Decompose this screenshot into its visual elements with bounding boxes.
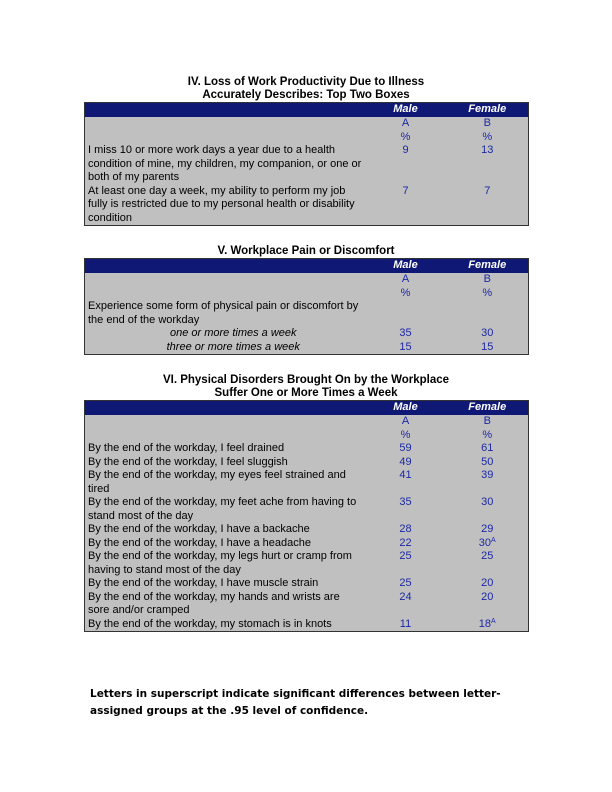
table-row: By the end of the workday, I have muscle strain 25 20 (88, 577, 494, 589)
table-row: By the end of the workday, my legs hurt or cramp from having to stand most of the day 25 25 (88, 550, 494, 576)
female-column-header: Female (447, 401, 529, 416)
intro-row: Experience some form of physical pain or discomfort by the end of the workday (88, 300, 359, 326)
percent-row: % % (400, 286, 493, 299)
male-column-header: Male (365, 401, 447, 416)
table-row: At least one day a week, my ability to perform my job fully is restricted due to my personal health or disability condition 7 7 (88, 184, 491, 224)
female-column-header: Female (447, 103, 529, 118)
female-column-header: Female (447, 259, 529, 274)
table-row: By the end of the workday, I have a backache 28 29 (88, 523, 494, 535)
table-header (85, 259, 529, 274)
footnote: Letters in superscript indicate significant differences between letter-assigned groups at the .95 level of confidence. (90, 688, 501, 717)
section-workplace-pain (84, 245, 528, 355)
table-row: By the end of the workday, my hands and wrists are sore and/or cramped 24 20 (88, 590, 494, 616)
table-row: By the end of the workday, my feet ache from having to stand most of the day 35 30 (88, 496, 494, 522)
table-row: By the end of the workday, I feel drained 59 61 (88, 442, 494, 454)
table-row: three or more times a week 15 15 (166, 340, 494, 353)
percent-row: % % (400, 428, 493, 441)
male-column-header: Male (365, 259, 447, 274)
letter-row: A B (401, 415, 491, 427)
table-row: By the end of the workday, I feel sluggish 49 50 (88, 455, 494, 468)
significance-marker: A (491, 536, 496, 544)
male-column-header: Male (365, 103, 447, 118)
section-physical-disorders (84, 374, 528, 632)
table-row: By the end of the workday, my eyes feel strained and tired 41 39 (88, 469, 494, 495)
percent-row: % % (400, 130, 493, 143)
section-title: IV. Loss of Work Productivity Due to Illness Accurately Describes: Top Two Boxes (187, 76, 425, 101)
table-header (85, 103, 529, 118)
section-title: V. Workplace Pain or Discomfort (217, 245, 395, 257)
pain-table (84, 258, 529, 355)
letter-row: A B (401, 117, 491, 129)
letter-row: A B (401, 273, 491, 285)
section-loss-of-work-productivity (84, 76, 528, 226)
table-row: one or more times a week 35 30 (169, 327, 494, 339)
table-row: I miss 10 or more work days a year due to a health condition of mine, my children, my companion, or one or both of my parents 9 13 (88, 144, 494, 183)
table-row: By the end of the workday, I have a headache 22 $30^A$ (88, 536, 496, 549)
table-row: By the end of the workday, my stomach is in knots 11 $18^A$ (88, 617, 496, 630)
significance-marker: A (491, 617, 496, 625)
disorders-table (84, 400, 529, 632)
section-title: VI. Physical Disorders Brought On by the Workplace Suffer One or More Times a Week (162, 374, 450, 399)
productivity-table (84, 102, 529, 226)
table-header (85, 401, 529, 416)
